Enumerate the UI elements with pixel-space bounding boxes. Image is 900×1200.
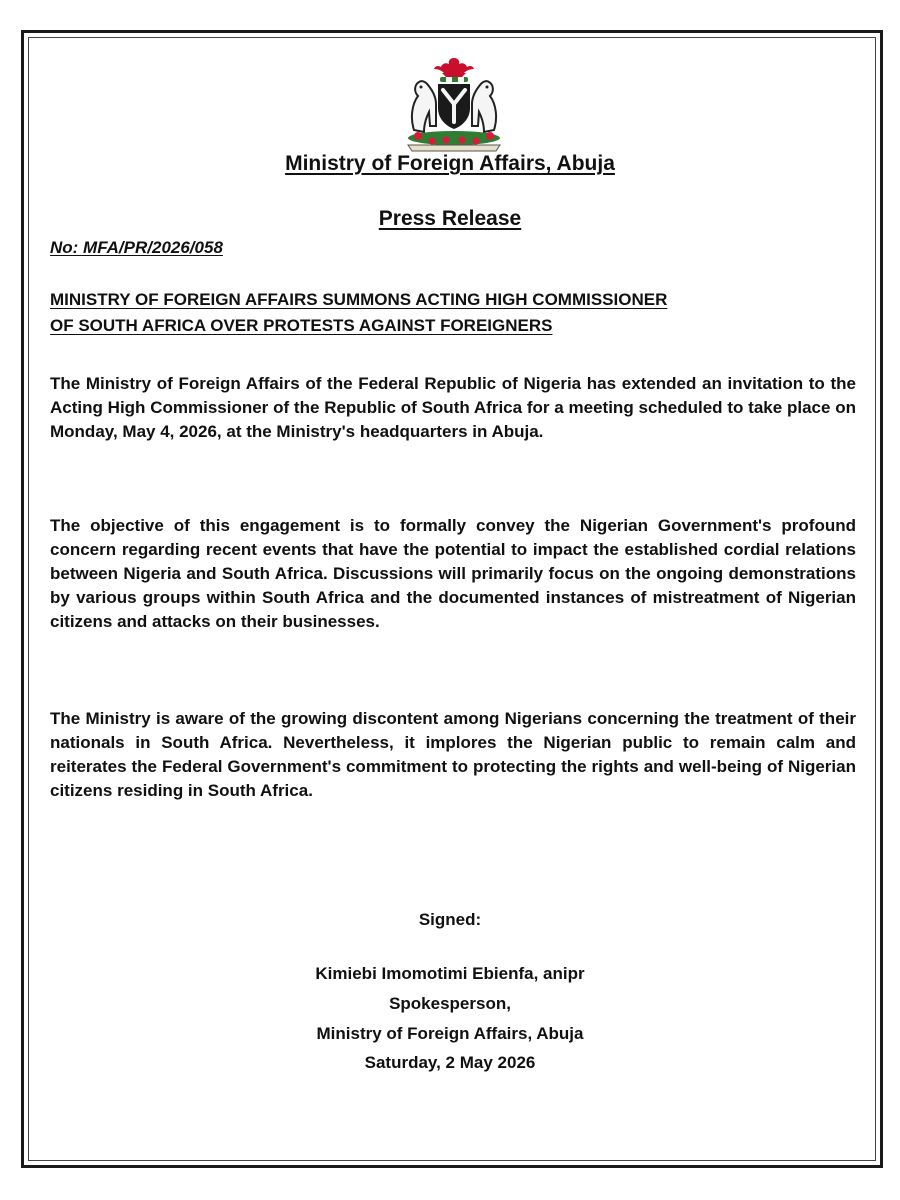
coat-of-arms-emblem: [392, 52, 516, 152]
signatory-title: Spokesperson,: [389, 994, 511, 1013]
body-paragraph-1: The Ministry of Foreign Affairs of the Federal Republic of Nigeria has extended an invitation to the Acting High Commissioner of the Republic of South Africa for a meeting scheduled to take place on Monday, May 4, 2026, at the Ministry's headquarters in Abuja.: [50, 374, 856, 441]
emblem-base: [408, 131, 500, 145]
motto-banner: [408, 145, 500, 151]
signatory-name: Kimiebi Imomotimi Ebienfa, anipr: [315, 964, 585, 983]
body-paragraph-2: The objective of this engagement is to formally convey the Nigerian Government's profound concern regarding recent events that have the potential to impact the established cordial relations between Nigeria and South Africa. Discussions will primarily focus on the ongoing demonstrations by various groups within South Africa and the documented instances of mistreatment of Nigerian citizens and attacks on their businesses.: [50, 516, 856, 631]
signed-label: Signed:: [418, 910, 482, 929]
shield-icon: [438, 84, 470, 129]
eagle-icon: [434, 58, 474, 77]
signatory-office: Ministry of Foreign Affairs, Abuja: [316, 1024, 584, 1043]
release-date: Saturday, 2 May 2026: [364, 1053, 536, 1072]
left-horse-icon: [412, 81, 436, 132]
reference-number: No: MFA/PR/2026/058: [50, 238, 223, 257]
body-paragraph-3: The Ministry is aware of the growing discontent among Nigerians concerning the treatment of their nationals in South Africa. Nevertheless, it implores the Nigerian public to remain calm and reiterates the Federal Government's commitment to protecting the rights and well-being of Nigerian citizens residing in South Africa.: [50, 709, 856, 800]
ministry-title: Ministry of Foreign Affairs, Abuja: [285, 152, 615, 175]
headline-line-2: OF SOUTH AFRICA OVER PROTESTS AGAINST FOREIGNERS: [50, 316, 553, 335]
right-horse-icon: [472, 81, 496, 132]
headline-line-1: MINISTRY OF FOREIGN AFFAIRS SUMMONS ACTING HIGH COMMISSIONER: [50, 290, 668, 309]
release-headline: [50, 287, 850, 339]
document-type-heading: Press Release: [378, 207, 522, 230]
